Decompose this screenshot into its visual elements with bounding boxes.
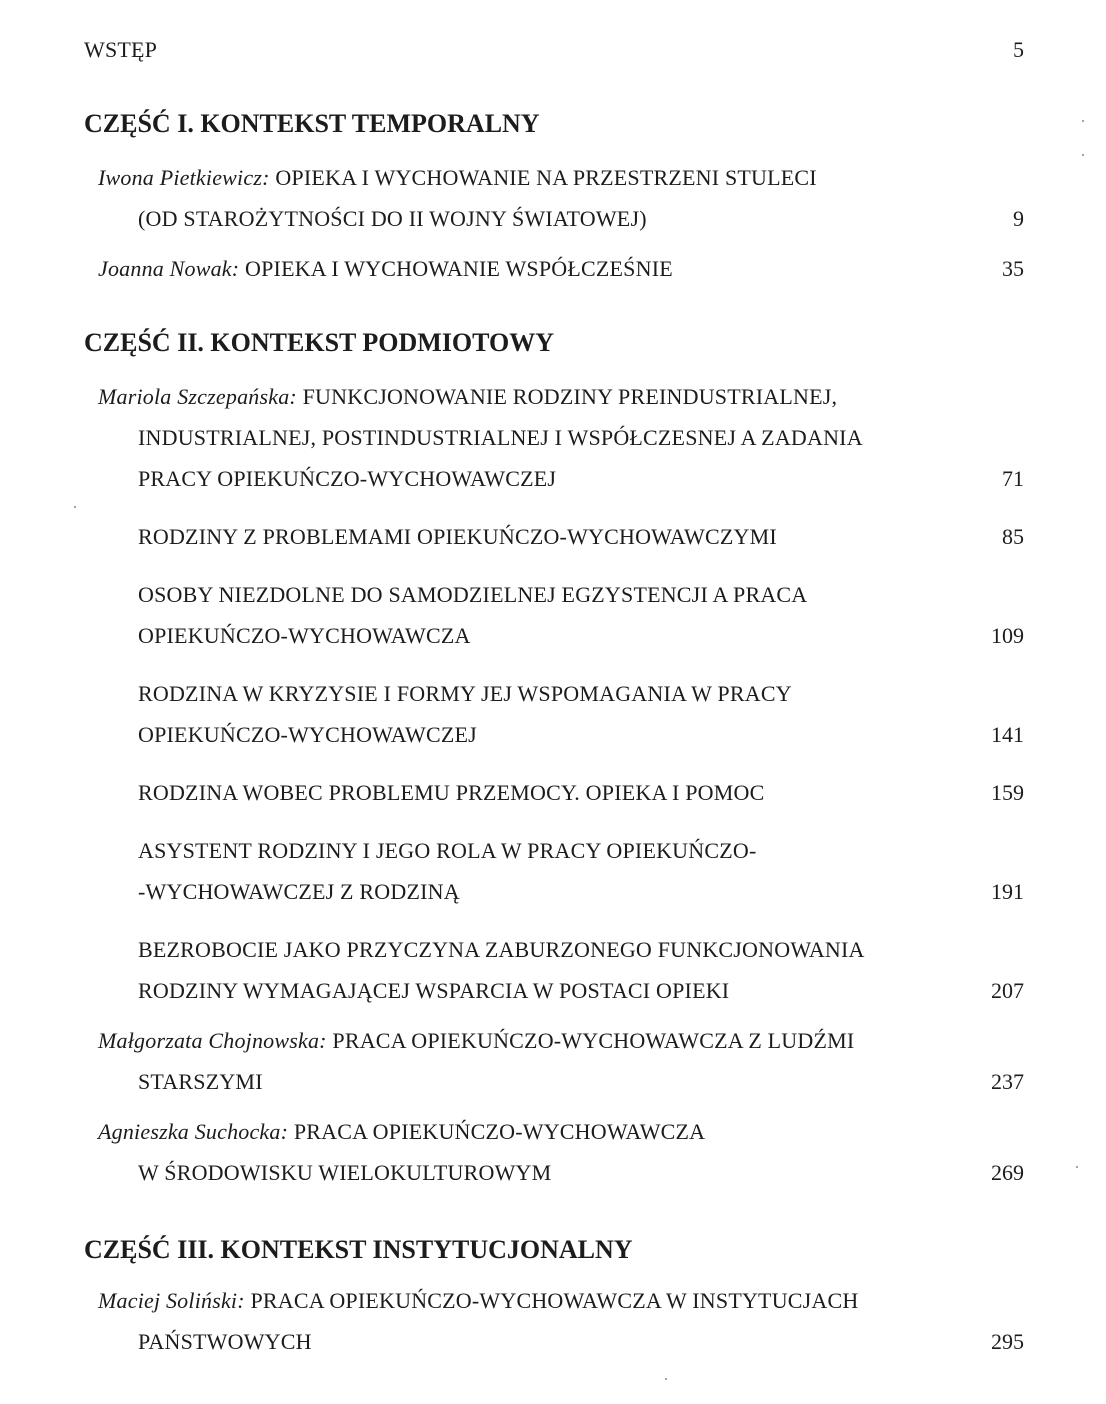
scan-speck: [1082, 120, 1084, 122]
toc-entry-8-line-1[interactable]: ASYSTENT RODZINY I JEGO ROLA W PRACY OPIEKUŃCZO-: [138, 838, 757, 863]
toc-entry-1-line-2[interactable]: (OD STAROŻYTNOŚCI DO II WOJNY ŚWIATOWEJ): [138, 206, 647, 231]
toc-entry-6-line-1[interactable]: RODZINA W KRYZYSIE I FORMY JEJ WSPOMAGANIA W PRACY: [138, 681, 792, 706]
toc-entry-11-page: 269: [991, 1160, 1024, 1185]
entry-author: Agnieszka Suchocka:: [98, 1119, 289, 1144]
entry-author: Maciej Soliński:: [98, 1288, 245, 1313]
toc-entry-3-page: 71: [1002, 466, 1024, 491]
entry-title: FUNKCJONOWANIE RODZINY PREINDUSTRIALNEJ,: [302, 384, 838, 409]
toc-intro-title[interactable]: WSTĘP: [84, 37, 158, 62]
toc-entry-12-line-2[interactable]: PAŃSTWOWYCH: [138, 1329, 312, 1354]
toc-entry-8-page: 191: [991, 879, 1024, 904]
scan-speck: [1082, 154, 1084, 156]
part-3-heading: CZĘŚĆ III. KONTEKST INSTYTUCJONALNY: [84, 1235, 633, 1264]
toc-intro-page: 5: [1013, 37, 1024, 62]
entry-author: Joanna Nowak:: [98, 256, 240, 281]
scan-speck: [1076, 1166, 1078, 1168]
scan-speck: [665, 1378, 667, 1380]
toc-entry-5-page: 109: [991, 623, 1024, 648]
toc-entry-9-line-2[interactable]: RODZINY WYMAGAJĄCEJ WSPARCIA W POSTACI OPIEKI: [138, 978, 730, 1003]
entry-title: PRACA OPIEKUŃCZO-WYCHOWAWCZA Z LUDŹMI: [332, 1028, 855, 1053]
toc-entry-12-line-1[interactable]: [98, 1287, 858, 1315]
toc-entry-9-line-1[interactable]: BEZROBOCIE JAKO PRZYCZYNA ZABURZONEGO FUNKCJONOWANIA: [138, 937, 865, 962]
toc-entry-1-page: 9: [1013, 206, 1024, 231]
toc-entry-7-page: 159: [991, 780, 1024, 805]
toc-entry-3-line-2[interactable]: INDUSTRIALNEJ, POSTINDUSTRIALNEJ I WSPÓŁCZESNEJ A ZADANIA: [138, 425, 863, 450]
part-2-heading: CZĘŚĆ II. KONTEKST PODMIOTOWY: [84, 328, 555, 357]
toc-entry-2-page: 35: [1002, 256, 1024, 281]
entry-author: Mariola Szczepańska:: [98, 384, 297, 409]
entry-title: PRACA OPIEKUŃCZO-WYCHOWAWCZA W INSTYTUCJACH: [250, 1288, 859, 1313]
toc-entry-5-line-2[interactable]: OPIEKUŃCZO-WYCHOWAWCZA: [138, 623, 471, 648]
entry-title: OPIEKA I WYCHOWANIE NA PRZESTRZENI STULECI: [275, 165, 817, 190]
toc-entry-10-page: 237: [991, 1069, 1024, 1094]
toc-entry-6-page: 141: [991, 722, 1024, 747]
toc-entry-1-line-1[interactable]: [98, 164, 817, 192]
toc-entry-3-line-3[interactable]: PRACY OPIEKUŃCZO-WYCHOWAWCZEJ: [138, 466, 557, 491]
toc-entry-2-line-1[interactable]: [98, 255, 673, 283]
entry-title: OPIEKA I WYCHOWANIE WSPÓŁCZEŚNIE: [245, 256, 673, 281]
toc-entry-9-page: 207: [991, 978, 1024, 1003]
toc-entry-8-line-2[interactable]: -WYCHOWAWCZEJ Z RODZINĄ: [138, 879, 460, 904]
toc-entry-6-line-2[interactable]: OPIEKUŃCZO-WYCHOWAWCZEJ: [138, 722, 477, 747]
toc-entry-11-line-1[interactable]: [98, 1118, 705, 1146]
entry-author: Iwona Pietkiewicz:: [98, 165, 270, 190]
toc-entry-12-page: 295: [991, 1329, 1024, 1354]
toc-entry-11-line-2[interactable]: W ŚRODOWISKU WIELOKULTUROWYM: [138, 1160, 552, 1185]
toc-entry-4-page: 85: [1002, 524, 1024, 549]
entry-title: PRACA OPIEKUŃCZO-WYCHOWAWCZA: [293, 1119, 706, 1144]
toc-entry-7-line-1[interactable]: RODZINA WOBEC PROBLEMU PRZEMOCY. OPIEKA I POMOC: [138, 780, 765, 805]
toc-entry-4-line-1[interactable]: RODZINY Z PROBLEMAMI OPIEKUŃCZO-WYCHOWAWCZYMI: [138, 524, 777, 549]
toc-entry-5-line-1[interactable]: OSOBY NIEZDOLNE DO SAMODZIELNEJ EGZYSTENCJI A PRACA: [138, 582, 808, 607]
toc-entry-3-line-1[interactable]: [98, 383, 837, 411]
entry-author: Małgorzata Chojnowska:: [98, 1028, 327, 1053]
scan-speck: [74, 506, 76, 508]
part-1-heading: CZĘŚĆ I. KONTEKST TEMPORALNY: [84, 109, 540, 138]
toc-entry-10-line-2[interactable]: STARSZYMI: [138, 1069, 263, 1094]
toc-entry-10-line-1[interactable]: [98, 1027, 854, 1055]
